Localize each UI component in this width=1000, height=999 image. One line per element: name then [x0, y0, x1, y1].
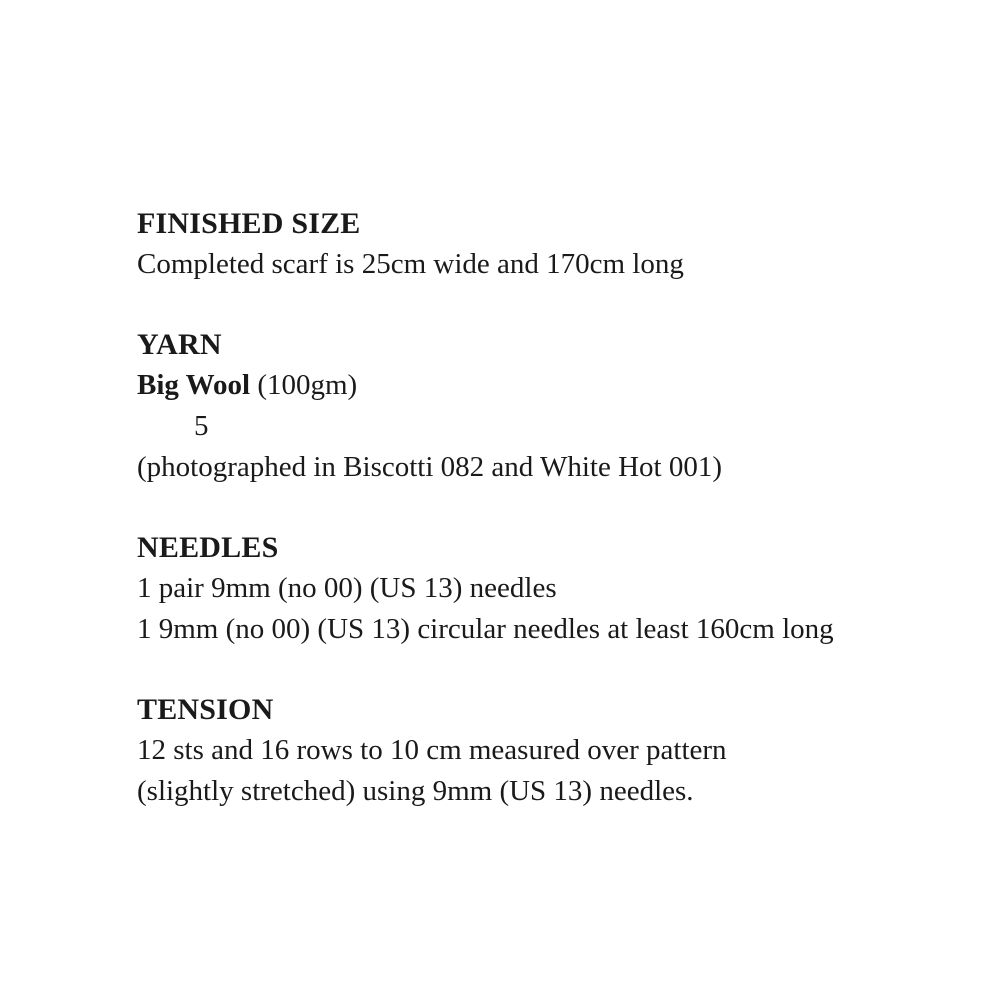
yarn-quantity: 5: [194, 410, 209, 442]
tension-section: [137, 690, 977, 812]
finished-size-heading: FINISHED SIZE: [137, 207, 361, 240]
needles-heading: NEEDLES: [137, 531, 279, 564]
tension-line: (slightly stretched) using 9mm (US 13) needles.: [137, 775, 694, 807]
needles-line: 1 pair 9mm (no 00) (US 13) needles: [137, 572, 557, 604]
pattern-info: [137, 204, 977, 852]
tension-line: 12 sts and 16 rows to 10 cm measured over pattern: [137, 734, 727, 766]
needles-section: [137, 528, 977, 650]
yarn-name-line: [137, 365, 977, 406]
finished-size-section: [137, 204, 977, 285]
yarn-name: Big Wool: [137, 369, 251, 401]
tension-heading: TENSION: [137, 693, 274, 726]
yarn-section: [137, 325, 977, 488]
yarn-heading: YARN: [137, 328, 222, 361]
yarn-photographed-note: (photographed in Biscotti 082 and White Hot 001): [137, 451, 723, 483]
yarn-weight: (100gm): [257, 369, 358, 401]
needles-line: 1 9mm (no 00) (US 13) circular needles at least 160cm long: [137, 613, 834, 645]
finished-size-text: Completed scarf is 25cm wide and 170cm long: [137, 248, 684, 280]
